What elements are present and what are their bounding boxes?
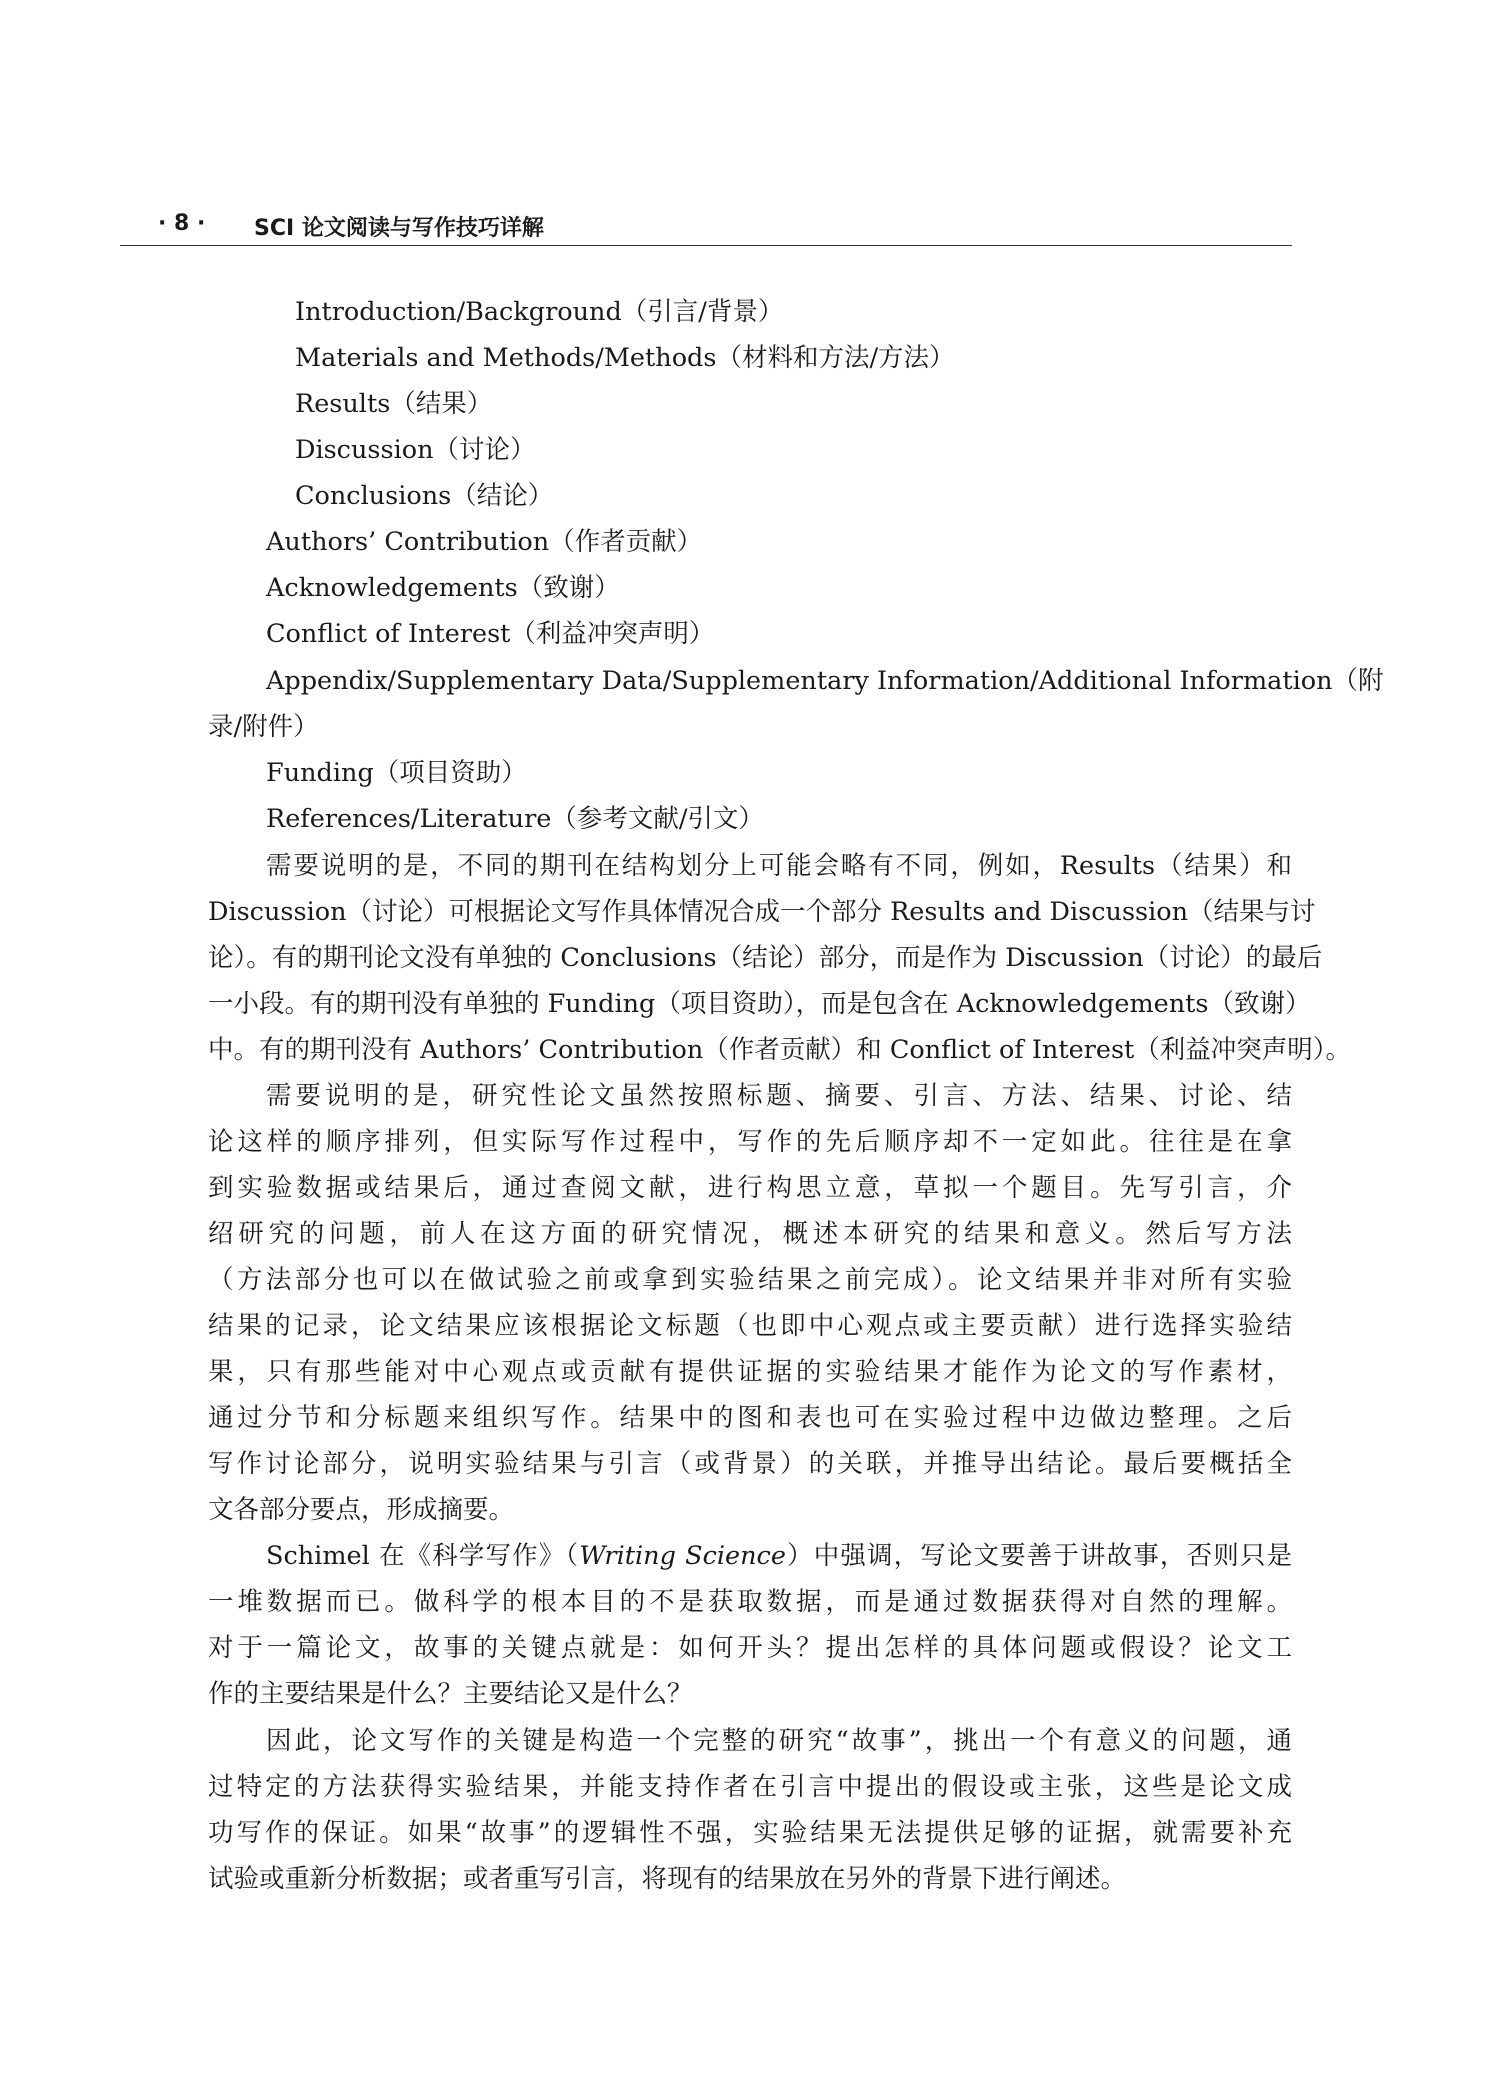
paragraph-2-line-3: 到实验数据或结果后，通过查阅文献，进行构思立意，草拟一个题目。先写引言，介 bbox=[208, 1173, 1292, 1203]
page-header bbox=[120, 205, 1292, 246]
book-title-italic: Writing Science bbox=[579, 1541, 786, 1571]
paragraph-2-line-5: （方法部分也可以在做试验之前或拿到实验结果之前完成）。论文结果并非对所有实验 bbox=[208, 1265, 1292, 1295]
paragraph-2-line-7: 果，只有那些能对中心观点或贡献有提供证据的实验结果才能作为论文的写作素材， bbox=[208, 1357, 1292, 1387]
list-item-funding: Funding（项目资助） bbox=[266, 758, 527, 788]
paragraph-3-line-2: 一堆数据而已。做科学的根本目的不是获取数据，而是通过数据获得对自然的理解。 bbox=[208, 1587, 1292, 1617]
paragraph-2-line-2: 论这样的顺序排列，但实际写作过程中，写作的先后顺序却不一定如此。往往是在拿 bbox=[208, 1127, 1292, 1157]
list-item-references: References/Literature（参考文献/引文） bbox=[266, 804, 764, 834]
paragraph-1-line-2: Discussion（讨论）可根据论文写作具体情况合成一个部分 Results and Discussion（结果与讨 bbox=[208, 897, 1316, 927]
paragraph-1-line-3: 论）。有的期刊论文没有单独的 Conclusions（结论）部分，而是作为 Discussion（讨论）的最后 bbox=[208, 943, 1323, 973]
paragraph-4-line-4: 试验或重新分析数据；或者重写引言，将现有的结果放在另外的背景下进行阐述。 bbox=[208, 1864, 1127, 1894]
paragraph-2-line-1: 需要说明的是，研究性论文虽然按照标题、摘要、引言、方法、结果、讨论、结 bbox=[266, 1081, 1292, 1111]
list-subitem-introduction: Introduction/Background（引言/背景） bbox=[295, 297, 784, 327]
list-item-appendix: Appendix/Supplementary Data/Supplementary Information/Additional Information（附 bbox=[266, 666, 1384, 696]
paragraph-4-line-3: 功写作的保证。如果“故事”的逻辑性不强，实验结果无法提供足够的证据，就需要补充 bbox=[208, 1818, 1292, 1848]
paragraph-1-line-1: 需要说明的是，不同的期刊在结构划分上可能会略有不同，例如，Results（结果）和 bbox=[266, 851, 1292, 881]
paragraph-1-line-5: 中。有的期刊没有 Authors’ Contribution（作者贡献）和 Conflict of Interest（利益冲突声明）。 bbox=[208, 1035, 1352, 1065]
paragraph-4-line-2: 过特定的方法获得实验结果，并能支持作者在引言中提出的假设或主张，这些是论文成 bbox=[208, 1772, 1292, 1802]
paragraph-2-line-8: 通过分节和分标题来组织写作。结果中的图和表也可在实验过程中边做边整理。之后 bbox=[208, 1403, 1292, 1433]
paragraph-3-line-3: 对于一篇论文，故事的关键点就是：如何开头？提出怎样的具体问题或假设？论文工 bbox=[208, 1633, 1292, 1663]
paragraph-2-line-9: 写作讨论部分，说明实验结果与引言（或背景）的关联，并推导出结论。最后要概括全 bbox=[208, 1449, 1292, 1479]
list-item-conflict-of-interest: Conflict of Interest（利益冲突声明） bbox=[266, 619, 715, 649]
page-number: · 8 · bbox=[158, 211, 206, 236]
paragraph-3-line-1-after: ）中强调，写论文要善于讲故事，否则只是 bbox=[785, 1541, 1292, 1571]
paragraph-1-line-4: 一小段。有的期刊没有单独的 Funding（项目资助），而是包含在 Acknowledgements（致谢） bbox=[208, 989, 1311, 1019]
paragraph-3-line-4: 作的主要结果是什么？主要结论又是什么？ bbox=[208, 1679, 693, 1709]
paragraph-3-line-1-before: Schimel 在《科学写作》（ bbox=[266, 1541, 580, 1571]
list-subitem-discussion: Discussion（讨论） bbox=[295, 435, 536, 465]
paragraph-4-line-1: 因此，论文写作的关键是构造一个完整的研究“故事”，挑出一个有意义的问题，通 bbox=[266, 1726, 1292, 1756]
running-title: SCI 论文阅读与写作技巧详解 bbox=[254, 216, 544, 241]
paragraph-2-line-4: 绍研究的问题，前人在这方面的研究情况，概述本研究的结果和意义。然后写方法 bbox=[208, 1219, 1292, 1249]
list-subitem-methods: Materials and Methods/Methods（材料和方法/方法） bbox=[295, 343, 955, 373]
paragraph-2-line-10: 文各部分要点，形成摘要。 bbox=[208, 1495, 515, 1525]
list-subitem-results: Results（结果） bbox=[295, 389, 493, 419]
list-item-authors-contribution: Authors’ Contribution（作者贡献） bbox=[266, 527, 703, 557]
list-item-appendix-cont: 录/附件） bbox=[208, 712, 319, 742]
paragraph-3-line-1 bbox=[266, 1541, 1292, 1571]
list-subitem-conclusions: Conclusions（结论） bbox=[295, 481, 554, 511]
paragraph-2-line-6: 结果的记录，论文结果应该根据论文标题（也即中心观点或主要贡献）进行选择实验结 bbox=[208, 1311, 1292, 1341]
list-item-acknowledgements: Acknowledgements（致谢） bbox=[266, 573, 620, 603]
